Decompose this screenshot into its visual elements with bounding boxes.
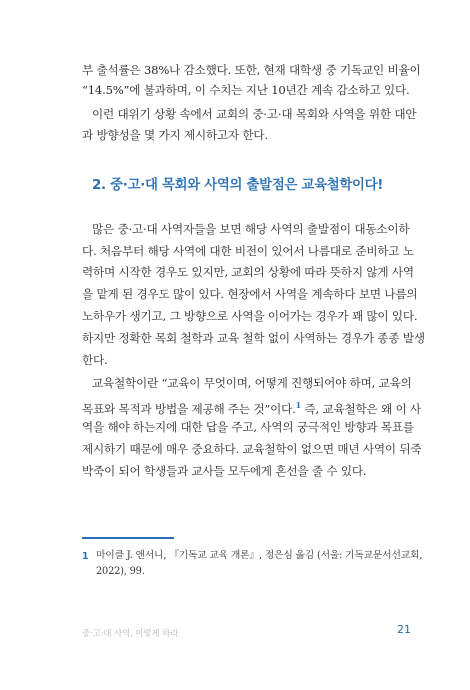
body-text-line: 과 방향성을 몇 가지 제시하고자 한다. xyxy=(82,128,268,142)
body-text-line: 노하우가 생기고, 그 방향으로 사역을 이어가는 경우가 꽤 많이 있다. xyxy=(82,309,418,323)
body-text-line: 을 맡게 된 경우도 많이 있다. 현장에서 사역을 계속하다 보면 나름의 xyxy=(82,287,418,301)
footnote-number: 1 xyxy=(82,551,89,562)
footnote-text-line: 마이클 J. 앤서니, 『기독교 교육 개론』, 정은심 옮김 (서울: 기독교문서선교회, xyxy=(96,550,423,561)
body-text-span: 즉, 교육철학은 왜 이 사 xyxy=(301,402,421,416)
body-text-line: 교육철학이란 “교육이 무엇이며, 어떻게 진행되어야 하며, 교육의 xyxy=(92,376,412,390)
body-text-line: 제시하기 때문에 매우 중요하다. 교육철학이 없으면 매년 사역이 뒤죽 xyxy=(82,442,422,456)
body-text-line: 한다. xyxy=(82,353,108,367)
page-number: 21 xyxy=(397,623,411,636)
running-head: 중·고·대 사역, 이렇게 하라 xyxy=(82,629,179,639)
section-heading: 2. 중·고·대 목회와 사역의 출발점은 교육철학이다! xyxy=(92,178,384,193)
footnote-reference[interactable]: 1 xyxy=(295,400,302,410)
body-text-line: 부 출석률은 38%나 감소했다. 또한, 현재 대학생 중 기독교인 비율이 xyxy=(82,63,421,77)
body-text-line: “14.5%”에 불과하며, 이 수치는 지난 10년간 계속 감소하고 있다. xyxy=(82,83,410,97)
body-text-line: 많은 중·고·대 사역자들을 보면 해당 사역의 출발점이 대동소이하 xyxy=(92,222,410,236)
footnote-divider xyxy=(82,537,174,539)
body-text-line xyxy=(82,397,430,417)
body-text-line: 력하며 시작한 경우도 있지만, 교회의 상황에 따라 뜻하지 않게 사역 xyxy=(82,265,414,279)
body-text-line: 다. 처음부터 해당 사역에 대한 비전이 있어서 나름대로 준비하고 노 xyxy=(82,244,414,258)
body-text-line: 하지만 정확한 목회 철학과 교육 철학 없이 사역하는 경우가 종종 발생 xyxy=(82,331,425,345)
body-text-line: 박죽이 되어 학생들과 교사들 모두에게 혼선을 줄 수 있다. xyxy=(82,464,367,478)
body-text-line: 이런 대위기 상황 속에서 교회의 중·고·대 목회와 사역을 위한 대안 xyxy=(92,107,417,121)
body-text-span: 목표와 목적과 방법을 제공해 주는 것”이다. xyxy=(82,402,296,416)
body-text-line: 역을 해야 하는지에 대한 답을 주고, 사역의 궁극적인 방향과 목표를 xyxy=(82,420,414,434)
footnote-text-line: 2022), 99. xyxy=(96,566,145,577)
